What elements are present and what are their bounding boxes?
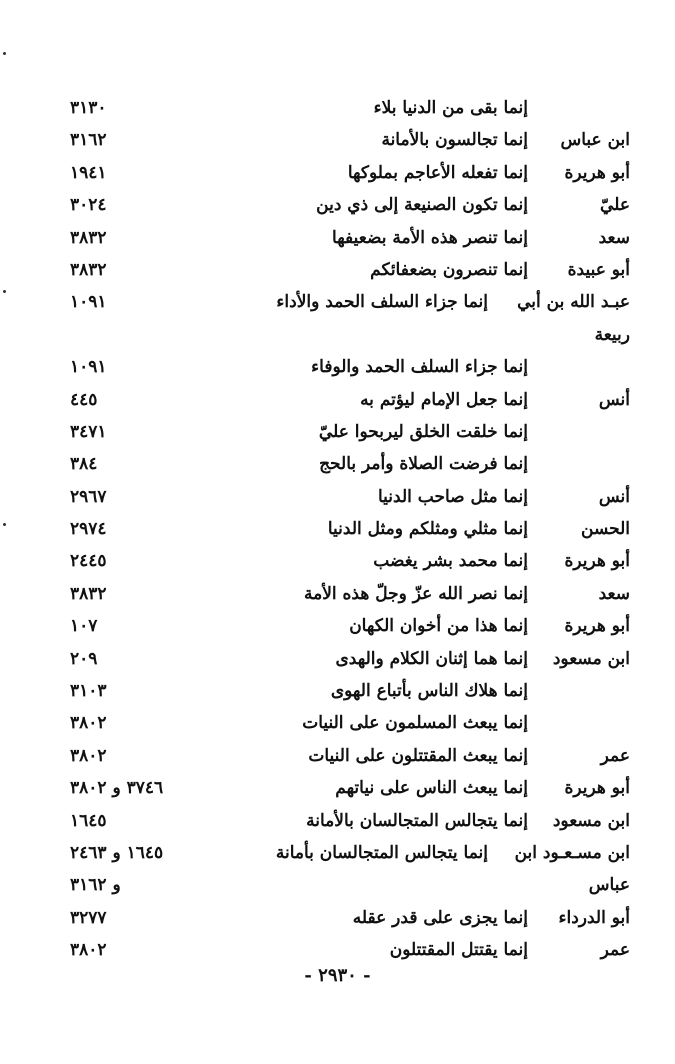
hadith-number: ٣١٦٢ [70, 130, 107, 151]
hadith-number: ٢٩٧٤ [70, 519, 107, 540]
hadith-phrase: إنما يتجالس المتجالسان بالأمانة [306, 810, 528, 831]
index-entry [70, 707, 630, 739]
hadith-number: ١٠٩١ [70, 292, 107, 313]
hadith-number: ١٠٧ [70, 616, 98, 637]
index-entry [70, 675, 630, 707]
margin-mark [3, 523, 6, 526]
hadith-phrase: إنما خلقت الخلق ليربحوا عليّ [318, 421, 528, 442]
hadith-number: ٣٨٠٢ [70, 713, 107, 734]
hadith-number: ١٦٤٥ [70, 810, 107, 831]
hadith-phrase: إنما هذا من أخوان الكهان [349, 616, 528, 637]
hadith-phrase: إنما مثل صاحب الدنيا [377, 486, 528, 507]
hadith-phrase: إنما يبعث المقتتلون على النيات [308, 745, 528, 766]
hadith-number: ٤٤٥ [70, 389, 98, 410]
narrator: عباس [588, 875, 630, 896]
index-entry [70, 189, 630, 221]
hadith-number: ٣٨٣٢ [70, 227, 107, 248]
hadith-number: ٢٩٦٧ [70, 486, 107, 507]
index-entry [70, 902, 630, 934]
hadith-number: ٣٨٣٢ [70, 259, 107, 280]
index-entry [70, 286, 630, 318]
hadith-phrase: إنما تفعله الأعاجم بملوكها [347, 162, 528, 183]
narrator: عبـد الله بن أبي [517, 292, 630, 313]
narrator: أبو عبيدة [567, 259, 630, 280]
hadith-number: و ٣١٦٢ [70, 875, 121, 896]
hadith-number: ٣٤٧١ [70, 421, 107, 442]
hadith-phrase: إنما يتجالس المتجالسان بأمانة [275, 842, 488, 863]
index-entry [70, 837, 630, 869]
index-entry [70, 222, 630, 254]
narrator: عمر [600, 940, 630, 961]
narrator: ابن مسعود [552, 810, 630, 831]
index-entry [70, 805, 630, 837]
hadith-number: ٣٨٣٢ [70, 583, 107, 604]
hadith-number: ١٩٤١ [70, 162, 107, 183]
hadith-phrase: إنما هلاك الناس بأتباع الهوى [330, 681, 528, 702]
index-entry [70, 772, 630, 804]
index-entry [70, 643, 630, 675]
narrator: ابن مسـعـود ابن [514, 842, 630, 863]
hadith-number: ١٠٩١ [70, 357, 107, 378]
hadith-number: ٣٨٠٢ [70, 940, 107, 961]
narrator: أبو هريرة [564, 616, 630, 637]
narrator: ربيعة [594, 324, 630, 345]
hadith-phrase: إنما تجالسون بالأمانة [381, 130, 528, 151]
index-entry [70, 578, 630, 610]
index-entry [70, 124, 630, 156]
narrator: أنس [598, 486, 630, 507]
index-entry [70, 869, 630, 901]
hadith-number: ٣٢٧٧ [70, 907, 107, 928]
hadith-phrase: إنما هما إثنان الكلام والهدى [335, 648, 528, 669]
hadith-number: ٣٠٢٤ [70, 195, 107, 216]
narrator: عمر [600, 745, 630, 766]
hadith-phrase: إنما يبعث الناس على نياتهم [335, 778, 528, 799]
margin-mark [3, 52, 6, 55]
hadith-number: ٢٠٩ [70, 648, 98, 669]
hadith-phrase: إنما بقى من الدنيا بلاء [373, 98, 528, 118]
index-entry [70, 448, 630, 480]
index-entry [70, 934, 630, 966]
narrator: الحسن [581, 519, 630, 540]
hadith-phrase: إنما جزاء السلف الحمد والأداء [276, 292, 488, 313]
narrator: ابن مسعود [552, 648, 630, 669]
narrator: سعد [598, 583, 630, 604]
hadith-phrase: إنما نصر الله عزّ وجلّ هذه الأمة [303, 583, 528, 604]
index-entry [70, 513, 630, 545]
hadith-phrase: إنما فرضت الصلاة وأمر بالحج [319, 454, 528, 475]
index-entry [70, 416, 630, 448]
hadith-number: ٢٤٤٥ [70, 551, 107, 572]
margin-mark [3, 290, 6, 293]
index-entry [70, 740, 630, 772]
hadith-phrase: إنما تنصر هذه الأمة بضعيفها [332, 227, 528, 248]
narrator: أبو هريرة [564, 778, 630, 799]
index-entry [70, 384, 630, 416]
narrator: أبو الدرداء [558, 907, 630, 928]
index-entry [70, 481, 630, 513]
narrator: ابن عباس [560, 130, 630, 151]
index-entry [70, 610, 630, 642]
hadith-phrase: إنما تكون الصنيعة إلى ذي دين [316, 195, 528, 216]
hadith-phrase: إنما يجزى على قدر عقله [352, 907, 528, 928]
hadith-number: ٣٨٤ [70, 454, 98, 475]
index-entry [70, 319, 630, 351]
narrator: سعد [598, 227, 630, 248]
narrator: أبو هريرة [564, 162, 630, 183]
hadith-number: ٣٧٤٦ و ٣٨٠٢ [70, 778, 164, 799]
page-number: - ٢٩٣٠ - [304, 965, 371, 986]
index-entry [70, 157, 630, 189]
index-entry [70, 254, 630, 286]
hadith-number: ٣٨٠٢ [70, 745, 107, 766]
hadith-number: ٣١٠٣ [70, 681, 107, 702]
index-entry [70, 351, 630, 383]
hadith-phrase: إنما مثلي ومثلكم ومثل الدنيا [327, 519, 528, 540]
hadith-phrase: إنما جعل الإمام ليؤتم به [360, 389, 528, 410]
index-entry [70, 545, 630, 577]
narrator: أنس [598, 389, 630, 410]
hadith-phrase: إنما تنصرون بضعفائكم [370, 259, 528, 280]
hadith-number: ١٦٤٥ و ٢٤٦٣ [70, 842, 164, 863]
hadith-phrase: إنما جزاء السلف الحمد والوفاء [311, 357, 528, 378]
hadith-number: ٣١٣٠ [70, 98, 107, 118]
hadith-phrase: إنما يبعث المسلمون على النيات [302, 713, 528, 734]
narrator: أبو هريرة [564, 551, 630, 572]
hadith-phrase: إنما محمد بشر يغضب [373, 551, 528, 572]
hadith-phrase: إنما يقتتل المقتتلون [389, 940, 528, 961]
index-entry [70, 92, 630, 124]
hadith-index [70, 92, 630, 967]
narrator: عليّ [600, 195, 630, 216]
